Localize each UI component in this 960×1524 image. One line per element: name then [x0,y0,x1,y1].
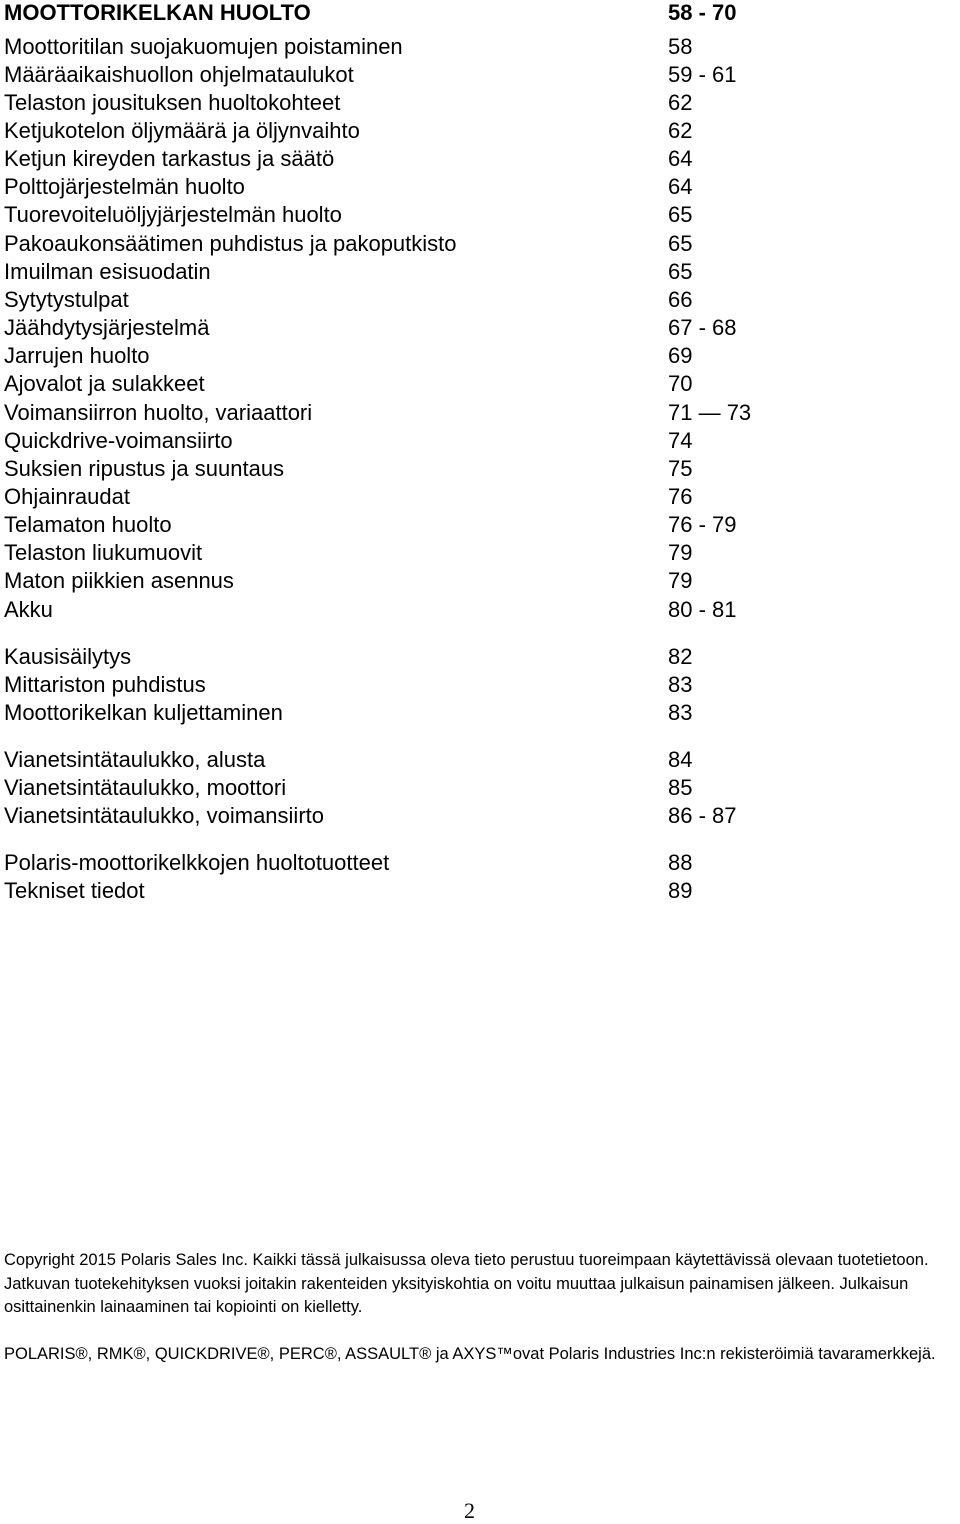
toc-entry [4,314,764,342]
toc-entry-pages: 62 [668,118,693,143]
toc-entry-pages: 65 [668,231,693,256]
toc-entry-pages: 75 [668,456,693,481]
toc-entry-title: Jarrujen huolto [4,343,150,368]
toc-entry-title: Ohjainraudat [4,484,130,509]
toc-entry-title: Imuilman esisuodatin [4,259,211,284]
toc-entry-title: Ketjun kireyden tarkastus ja säätö [4,146,335,171]
toc-entry [4,746,764,774]
toc-entry-pages: 67 - 68 [668,315,737,340]
toc-entry-title: Ketjukotelon öljymäärä ja öljynvaihto [4,118,360,143]
toc-entry [4,596,764,624]
toc-entry-pages: 76 [668,484,693,509]
toc-entry-title: Vianetsintätaulukko, moottori [4,775,287,800]
toc-entry-pages: 71 — 73 [668,400,752,425]
toc-entry-title: Tuorevoiteluöljyjärjestelmän huolto [4,202,342,227]
toc-entry-pages: 79 [668,540,693,565]
toc-entry-pages: 69 [668,343,693,368]
toc-entry-pages: 65 [668,259,693,284]
toc-entry-title: Suksien ripustus ja suuntaus [4,456,285,481]
toc-entry [4,89,764,117]
section-pages: 58 - 70 [668,0,737,25]
toc-entry [4,877,764,905]
toc-entry [4,201,764,229]
toc-entry-title: Akku [4,597,53,622]
toc-entry [4,61,764,89]
toc-entry-pages: 76 - 79 [668,512,737,537]
toc-entry [4,286,764,314]
toc-entry-pages: 74 [668,428,693,453]
toc-entry [4,671,764,699]
toc-entry-pages: 86 - 87 [668,803,737,828]
toc-entry-title: Moottorikelkan kuljettaminen [4,700,283,725]
toc-entry-pages: 82 [668,644,693,669]
toc-entry-pages: 89 [668,878,693,903]
toc-entry-pages: 70 [668,371,693,396]
toc-entry-title: Ajovalot ja sulakkeet [4,371,205,396]
toc-entry-title: Telaston liukumuovit [4,540,203,565]
toc-entry-pages: 62 [668,90,693,115]
section-heading [4,0,764,26]
toc-entry [4,370,764,398]
toc-entry-title: Voimansiirron huolto, variaattori [4,400,313,425]
toc-entry [4,511,764,539]
toc-entry [4,849,764,877]
toc-entry [4,699,764,727]
toc-entry-pages: 83 [668,672,693,697]
toc-entry [4,33,764,61]
toc-entry-pages: 64 [668,174,693,199]
toc-entry-pages: 64 [668,146,693,171]
section-title: MOOTTORIKELKAN HUOLTO [4,0,311,25]
toc-entry-title: Vianetsintätaulukko, alusta [4,747,266,772]
toc-entry-pages: 59 - 61 [668,62,737,87]
toc-entry-title: Pakoaukonsäätimen puhdistus ja pakoputkisto [4,231,457,256]
toc-entry [4,567,764,595]
toc-entry-title: Telamaton huolto [4,512,172,537]
toc-entry [4,539,764,567]
page-number: 2 [464,1498,475,1523]
toc-entry-title: Quickdrive-voimansiirto [4,428,233,453]
toc-entry [4,802,764,830]
toc-entry-title: Kausisäilytys [4,644,132,669]
toc-entry-title: Vianetsintätaulukko, voimansiirto [4,803,324,828]
toc-entry [4,455,764,483]
toc-entry [4,643,764,671]
toc-entry-pages: 65 [668,202,693,227]
toc-entry [4,117,764,145]
toc-entry-title: Polaris-moottorikelkkojen huoltotuotteet [4,850,390,875]
toc-entry-title: Mittariston puhdistus [4,672,206,697]
toc-entry [4,427,764,455]
toc-entry-pages: 84 [668,747,693,772]
trademark-notice: POLARIS®, RMK®, QUICKDRIVE®, PERC®, ASSAULT® ja AXYS™ovat Polaris Industries Inc:n rekisteröimiä tavaramerkkejä. [4,1345,936,1363]
toc-entry-pages: 88 [668,850,693,875]
toc-entry [4,774,764,802]
toc-entry [4,483,764,511]
toc-entry [4,145,764,173]
toc-entry-pages: 83 [668,700,693,725]
toc-entry-title: Maton piikkien asennus [4,568,234,593]
toc-entry [4,258,764,286]
toc-entry-pages: 66 [668,287,693,312]
toc-entry-title: Jäähdytysjärjestelmä [4,315,210,340]
toc-entry-pages: 58 [668,34,693,59]
toc-entry-title: Sytytystulpat [4,287,129,312]
toc-entry [4,173,764,201]
toc-entry-title: Määräaikaishuollon ohjelmataulukot [4,62,354,87]
toc-entry [4,230,764,258]
toc-entry [4,342,764,370]
toc-entry-pages: 79 [668,568,693,593]
toc-entry [4,399,764,427]
toc-entry-pages: 85 [668,775,693,800]
toc-entry-pages: 80 - 81 [668,597,737,622]
toc-entry-title: Moottoritilan suojakuomujen poistaminen [4,34,403,59]
toc-entry-title: Polttojärjestelmän huolto [4,174,245,199]
toc-entry-title: Tekniset tiedot [4,878,145,903]
copyright-notice: Copyright 2015 Polaris Sales Inc. Kaikki tässä julkaisussa oleva tieto perustuu tuoreimpaan käytettävissä olevaan tuotetietoon. Jatkuvan tuotekehityksen vuoksi joitakin rakenteiden yksityiskohtia on voitu muuttaa julkaisun painamisen jälkeen. Julkaisun osittainenkin lainaaminen tai kopiointi on kielletty. [4,1251,929,1316]
toc-entry-title: Telaston jousituksen huoltokohteet [4,90,341,115]
